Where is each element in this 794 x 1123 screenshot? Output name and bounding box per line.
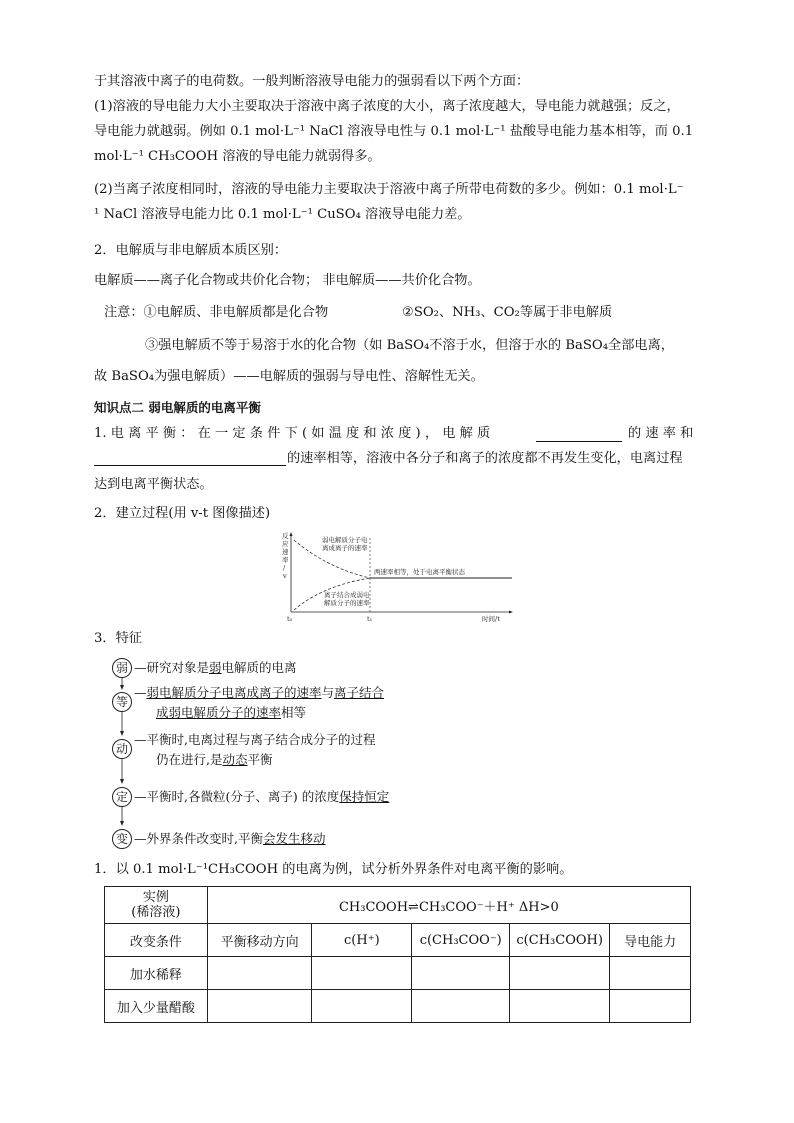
curve-top-label: 离成离子的速率 — [322, 544, 368, 552]
feature-circle-equal: 等 — [112, 692, 132, 712]
curve-top-label: 弱电解质分子电 — [322, 536, 368, 544]
curve-bottom-label: 解质分子的速率 — [324, 599, 370, 607]
table-cell — [610, 990, 691, 1023]
kp-heading: 知识点二 弱电解质的电离平衡 — [94, 400, 261, 415]
feature-diagram — [112, 655, 452, 855]
y-axis-arrow — [290, 532, 293, 536]
row-label: 加水稀释 — [105, 957, 208, 990]
table-cell — [207, 990, 312, 1023]
table-cell — [412, 957, 510, 990]
table-header-cell: c(H⁺) — [312, 924, 412, 957]
blank-1 — [536, 427, 622, 442]
table-cell — [412, 990, 510, 1023]
text-line: 于其溶液中离子的电荷数。一般判断溶液导电能力的强弱看以下两个方面： — [94, 74, 530, 89]
row-label: 加入少量醋酸 — [105, 990, 208, 1023]
note-line: ②SO₂、NH₃、CO₂等属于非电解质 — [402, 305, 613, 320]
feature-text: —平衡时,电离过程与离子结合成分子的过程 — [134, 732, 376, 747]
question-text: 1．以 0.1 mol·L⁻¹CH₃COOH 的电离为例，试分析外界条件对电离平衡的影响。 — [94, 862, 573, 877]
equilibrium-table — [104, 886, 691, 1023]
feature-text: 仍在进行,是动态平衡 — [156, 752, 273, 767]
note-line: 注意：①电解质、非电解质都是化合物 — [104, 305, 329, 320]
feature-circle-dynamic: 动 — [112, 739, 132, 759]
table-header-cell: c(CH₃COO⁻) — [412, 924, 510, 957]
table-cell — [610, 957, 691, 990]
definition-line: 的 速 率 和 — [628, 426, 694, 441]
definition-line: 1. 电 离 平 衡 ： 在 一 定 条 件 下 ( 如 温 度 和 浓 度 ) ， 电 解 质 — [94, 426, 491, 441]
note-line: ③强电解质不等于易溶于水的化合物（如 BaSO₄不溶于水，但溶于水的 BaSO₄全部电离， — [145, 338, 674, 353]
table-header-cell: 平衡移动方向 — [207, 924, 312, 957]
y-axis-label-char: / — [283, 564, 286, 572]
x-axis-label: 时间/t — [482, 615, 500, 623]
table-header-cell: 实例 (稀溶液) — [105, 887, 208, 924]
text-line: 电解质——离子化合物或共价化合物； 非电解质——共价化合物。 — [94, 273, 481, 288]
section-heading: 2．电解质与非电解质本质区别： — [94, 243, 288, 258]
y-axis-label-char: 反 — [282, 532, 289, 540]
table-header-cell: 改变条件 — [105, 924, 208, 957]
vt-graph — [282, 530, 518, 626]
feature-text: —外界条件改变时,平衡会发生移动 — [134, 831, 326, 846]
table-cell — [510, 957, 610, 990]
text-line: ¹ NaCl 溶液导电能力比 0.1 mol·L⁻¹ CuSO₄ 溶液导电能力差。 — [94, 207, 471, 222]
text-line: (1)溶液的导电能力大小主要取决于溶液中离子浓度的大小，离子浓度越大，导电能力就越强；反之， — [94, 99, 680, 114]
note-line: 故 BaSO₄为强电解质）——电解质的强弱与导电性、溶解性无关。 — [94, 369, 484, 384]
y-axis-label-char: v — [283, 572, 287, 580]
feature-text: —平衡时,各微粒(分子、离子) 的浓度保持恒定 — [134, 789, 390, 804]
feature-circle-change: 变 — [112, 829, 132, 849]
table-cell — [312, 990, 412, 1023]
definition-line: 的速率相等，溶液中各分子和离子的浓度都不再发生变化，电离过程 — [287, 451, 683, 466]
table-header-cell: c(CH₃COOH) — [510, 924, 610, 957]
x-axis-arrow — [509, 611, 513, 614]
feature-text: —弱电解质分子电离成离子的速率与离子结合 — [134, 685, 385, 700]
t0-label: t₀ — [287, 615, 293, 623]
text-line: mol·L⁻¹ CH₃COOH 溶液的导电能力就弱得多。 — [94, 149, 381, 164]
feature-text: —研究对象是弱电解质的电离 — [134, 660, 297, 675]
table-cell — [510, 990, 610, 1023]
equilibrium-label: 两速率相等，处于电离平衡状态 — [374, 568, 465, 576]
equation-cell: CH₃COOH⇌CH₃COO⁻＋H⁺ ΔH>0 — [207, 887, 690, 924]
blank-2 — [94, 451, 286, 466]
feature-circle-weak: 弱 — [112, 658, 132, 678]
table-row — [105, 957, 691, 990]
text-line: 导电能力就越弱。例如 0.1 mol·L⁻¹ NaCl 溶液导电性与 0.1 mol·L⁻¹ 盐酸导电能力基本相等，而 0.1 — [94, 124, 694, 139]
y-axis-label-char: 率 — [282, 556, 289, 564]
feature-circle-fixed: 定 — [112, 787, 132, 807]
y-axis-label-char: 应 — [282, 540, 289, 548]
section-heading: 3．特征 — [94, 631, 142, 646]
curve-bottom-label: 离子结合成弱电 — [324, 591, 370, 599]
table-row — [105, 990, 691, 1023]
table-header-cell: 导电能力 — [610, 924, 691, 957]
y-axis-label-char: 速 — [282, 548, 289, 556]
definition-line: 达到电离平衡状态。 — [94, 477, 213, 492]
section-heading: 2．建立过程(用 v-t 图像描述) — [94, 506, 271, 521]
table-cell — [312, 957, 412, 990]
t1-label: t₁ — [367, 615, 373, 623]
text-line: (2)当离子浓度相同时，溶液的导电能力主要取决于溶液中离子所带电荷数的多少。例如：0.1 mol·L⁻ — [94, 182, 684, 197]
table-cell — [207, 957, 312, 990]
feature-text: 成弱电解质分子的速率相等 — [156, 705, 307, 720]
